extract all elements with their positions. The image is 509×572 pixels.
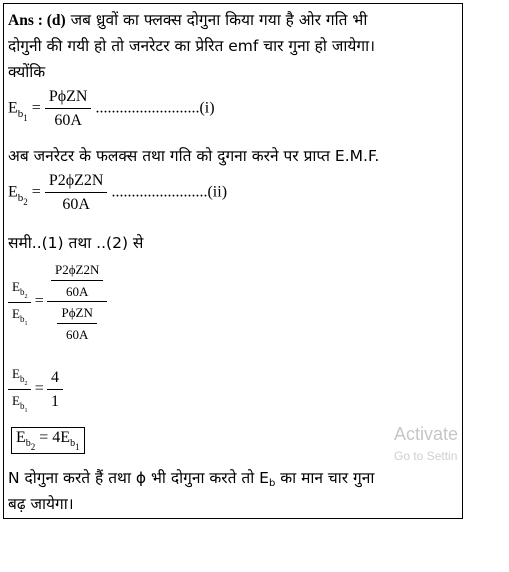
ratio-lhs: [8, 279, 31, 327]
eq1-fraction: [45, 88, 92, 130]
boxed-result: $E_{b_2} = 4E_{b_1}$: [11, 427, 85, 454]
eq1-lhs: E: [8, 99, 18, 117]
result-equals: =: [34, 379, 44, 397]
eq2-numerator: P2ϕZ2N: [45, 172, 108, 193]
eq2-lhs: E: [8, 183, 18, 201]
result-rhs-bottom: 1: [50, 392, 59, 410]
result-lhs-bottom: $E_{b_1}$: [12, 392, 28, 414]
equation-1: [8, 88, 215, 130]
eq1-numerator: PϕZN: [45, 88, 92, 109]
result-rhs-top: 4: [47, 369, 63, 390]
ratio-lhs-top: $E_{b_2}$: [8, 279, 31, 303]
because-word: क्योंकि: [8, 63, 46, 81]
eq2-fraction: [45, 172, 108, 214]
conclusion-line-1: N दोगुना करते हैं तथा ϕ भी दोगुना करते तो $E_b$ का मान चार गुना: [8, 469, 375, 489]
eq2-denominator: 60A: [62, 196, 90, 213]
ratio-lhs-bottom: $E_{b_1}$: [12, 305, 28, 327]
eq2-dots: ........................(ii): [111, 183, 228, 201]
ratio-equals: =: [34, 292, 44, 310]
intro-text-1: जब ध्रुवों का फ्लक्स दोगुना किया गया है ओर गति भी: [70, 11, 368, 29]
intro-line-1: [8, 7, 367, 34]
intro-line-2: दोगुनी की गयी हो तो जनरेटर का प्रेरित emf चार गुना हो जायेगा।: [8, 37, 375, 55]
result-lhs-top: $E_{b_2}$: [8, 366, 31, 390]
ratio-lower-den: 60A: [65, 327, 89, 342]
eq1-equals: =: [31, 99, 41, 117]
ratio-lower: [47, 302, 107, 343]
eq2-sub: b2: [17, 191, 28, 207]
eq1-denominator: 60A: [54, 112, 82, 129]
ratio-result: [8, 366, 63, 414]
combine-line: समी..(1) तथा ..(2) से: [8, 234, 144, 252]
eq1-sub: b1: [17, 107, 28, 123]
ratio-upper-den: 60A: [65, 284, 89, 299]
ratio-rhs: [47, 262, 107, 343]
ratio-upper: [47, 262, 107, 302]
result-rhs: [47, 369, 63, 411]
ratio-lower-num: PϕZN: [57, 305, 96, 324]
ratio-equation: [8, 262, 107, 343]
result-lhs: [8, 366, 31, 414]
ratio-upper-num: P2ϕZ2N: [51, 262, 103, 281]
eq1-dots: ..........................(i): [95, 99, 215, 117]
conclusion-line-2: बढ़ जायेगा।: [8, 495, 74, 513]
eq2-equals: =: [31, 183, 41, 201]
mid-line: अब जनरेटर के फलक्स तथा गति को दुगना करने पर प्राप्त E.M.F.: [8, 147, 380, 165]
activation-watermark-hint: Go to Settin: [394, 449, 458, 463]
activation-watermark: Activate: [394, 424, 459, 444]
equation-2: [8, 172, 227, 214]
answer-label: Ans : (d): [8, 12, 66, 29]
